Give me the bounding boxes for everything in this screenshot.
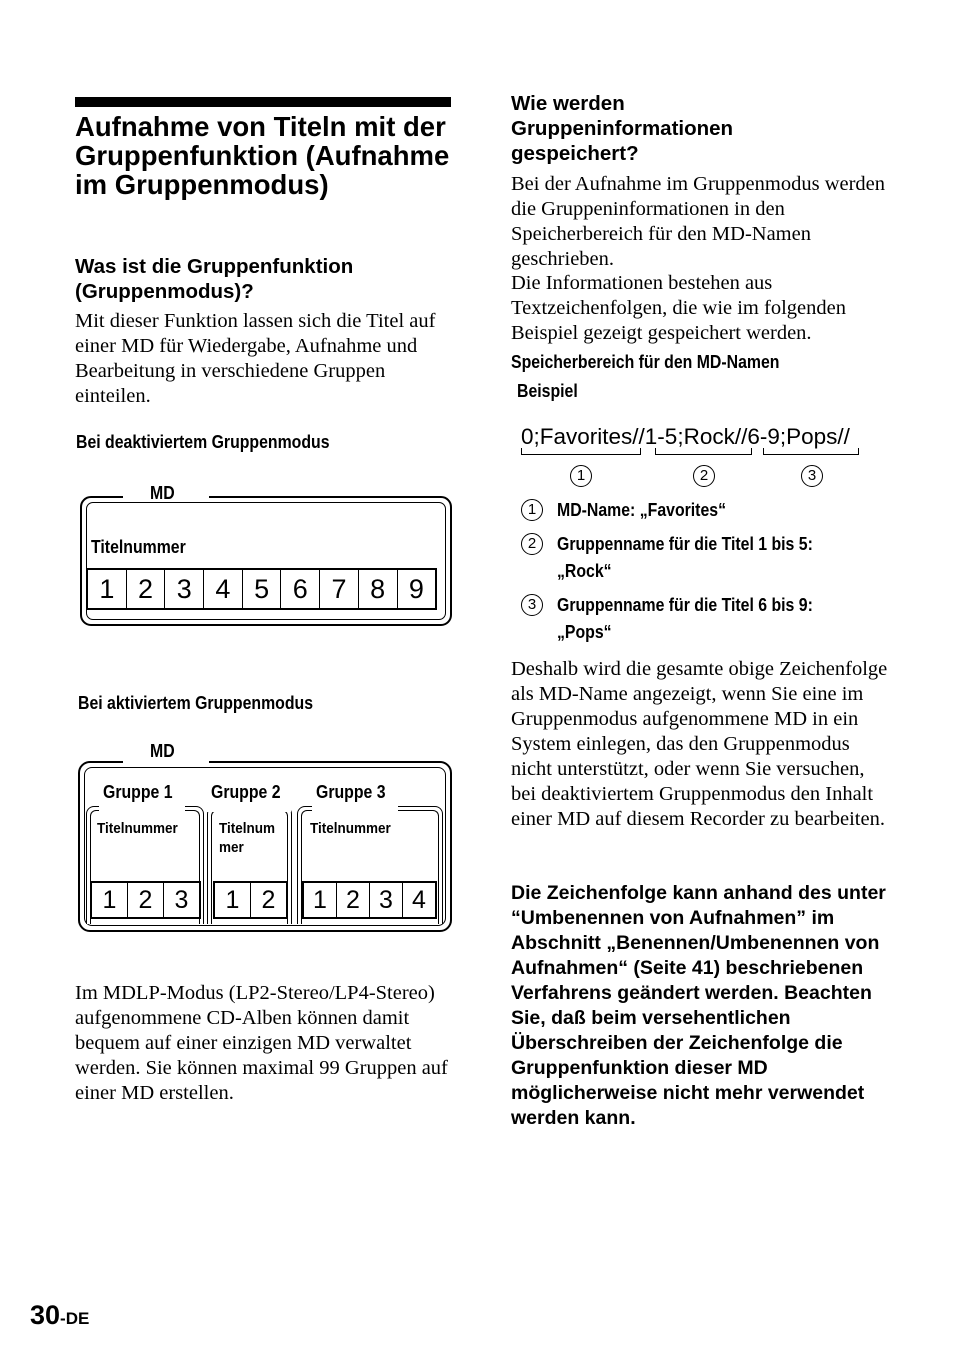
track-cell: 4 [412, 886, 426, 914]
md-label: MD [150, 483, 175, 503]
track-cell: 2 [127, 570, 166, 608]
storage-paragraph-2: Die Informationen bestehen aus Textzeichenfolgen, die wie im folgenden Beispiel gezeigt gespeichert werden. [511, 272, 846, 344]
underbrace-1 [521, 448, 641, 455]
legend-marker-3: 3 [521, 594, 543, 616]
group-track-label-2a: Titelnum [219, 820, 276, 837]
group-label-gap [99, 802, 185, 812]
legend-marker-1: 1 [521, 499, 543, 521]
group-label-gap [207, 802, 291, 812]
legend-text-2a: Gruppenname für die Titel 1 bis 5: [557, 534, 813, 554]
legend-text-3b: „Pops“ [557, 622, 612, 642]
track-cell: 2 [128, 883, 164, 917]
storage-area-label: Speicherbereich für den MD-Namen [511, 352, 780, 372]
group-track-label-3: Titelnummer [310, 820, 391, 837]
track-cell: 8 [359, 570, 398, 608]
track-cell: 3 [370, 883, 403, 917]
group-name-2: Gruppe 2 [211, 782, 281, 802]
section-heading-group-function: Was ist die Gruppenfunktion (Gruppenmodus)? [75, 255, 354, 303]
mdlp-paragraph: Im MDLP-Modus (LP2-Stereo/LP4-Stereo) aufgenommene CD-Alben können damit bequem auf einer einzigen MD verwaltet werden. Sie können maximal 99 Gruppen auf einer MD erstellen. [75, 982, 448, 1104]
storage-paragraph-3: Deshalb wird die gesamte obige Zeichenfolge als MD-Name angezeigt, wenn Sie eine im Gruppenmodus aufgenommene MD in ein System einlegen, das den Gruppenmodus nicht unterstützt, oder wenn Sie versuchen, bei deaktiviertem Gruppenmodus den Inhalt einer MD auf diesem Recorder zu bearbeiten. [511, 658, 888, 830]
group-track-label-1: Titelnummer [97, 820, 178, 837]
underbrace-2 [655, 448, 752, 455]
track-cell: 3 [165, 570, 204, 608]
track-cell: 2 [261, 886, 276, 914]
storage-paragraph-1: Bei der Aufnahme im Gruppenmodus werden die Gruppeninformationen in den Speicherbereich für den MD-Namen geschrieben. [511, 173, 886, 270]
legend-text-1: MD-Name: „Favorites“ [557, 500, 727, 520]
group-name-1: Gruppe 1 [103, 782, 173, 802]
track-cell: 6 [281, 570, 320, 608]
page-number-suffix: -DE [60, 1309, 90, 1328]
group-label-gap [312, 802, 398, 812]
section-paragraph-group-function: Mit dieser Funktion lassen sich die Titel auf einer MD für Wiedergabe, Aufnahme und Bearbeitung in verschiedene Gruppen einteilen. [75, 310, 436, 407]
underbrace-3 [763, 448, 859, 455]
example-label: Beispiel [517, 381, 578, 401]
title-rule [75, 97, 451, 107]
track-cell: 1 [92, 883, 128, 917]
track-cell: 9 [408, 574, 424, 604]
page-number [30, 1300, 89, 1331]
group-name-3: Gruppe 3 [316, 782, 386, 802]
track-grid [86, 568, 437, 610]
marker-3: 3 [801, 465, 823, 487]
example-md-string: 0;Favorites//1-5;Rock//6-9;Pops// [521, 424, 850, 449]
group-track-cells-3 [302, 881, 437, 919]
legend-marker-2: 2 [521, 533, 543, 555]
track-cell: 1 [88, 570, 127, 608]
track-cell: 1 [215, 883, 251, 917]
legend-text-3a: Gruppenname für die Titel 6 bis 9: [557, 595, 813, 615]
track-number-label: Titelnummer [91, 537, 186, 557]
page-title: Aufnahme von Titeln mit der Gruppenfunktion (Aufnahme im Gruppenmodus) [75, 111, 450, 200]
track-cell: 3 [174, 886, 189, 914]
section-heading-storage: Wie werden Gruppeninformationen gespeichert? [511, 92, 734, 165]
track-cell: 2 [337, 883, 370, 917]
track-cell: 4 [204, 570, 243, 608]
diagram1-caption: Bei deaktiviertem Gruppenmodus [76, 432, 330, 452]
group-track-cells-1 [90, 881, 201, 919]
group-track-cells-2 [213, 881, 288, 919]
marker-2: 2 [693, 465, 715, 487]
rename-note: Die Zeichenfolge kann anhand des unter “Umbenennen von Aufnahmen” im Abschnitt „Benennen/Umbenennen von Aufnahmen“ (Seite 41) beschriebenen Verfahrens geändert werden. Beachten Sie, daß beim versehentlichen Überschreiben der Zeichenfolge die Gruppenfunktion dieser MD möglicherweise nicht mehr verwendet werden kann. [511, 882, 886, 1129]
track-cell: 5 [243, 570, 282, 608]
legend-text-2b: „Rock“ [557, 561, 612, 581]
diagram2-caption: Bei aktiviertem Gruppenmodus [78, 693, 314, 713]
page-number-value: 30 [30, 1300, 61, 1330]
marker-1: 1 [570, 465, 592, 487]
md-label: MD [150, 741, 175, 761]
group-track-label-2b: mer [219, 839, 244, 856]
track-cell: 7 [320, 570, 359, 608]
track-cell: 1 [304, 883, 337, 917]
